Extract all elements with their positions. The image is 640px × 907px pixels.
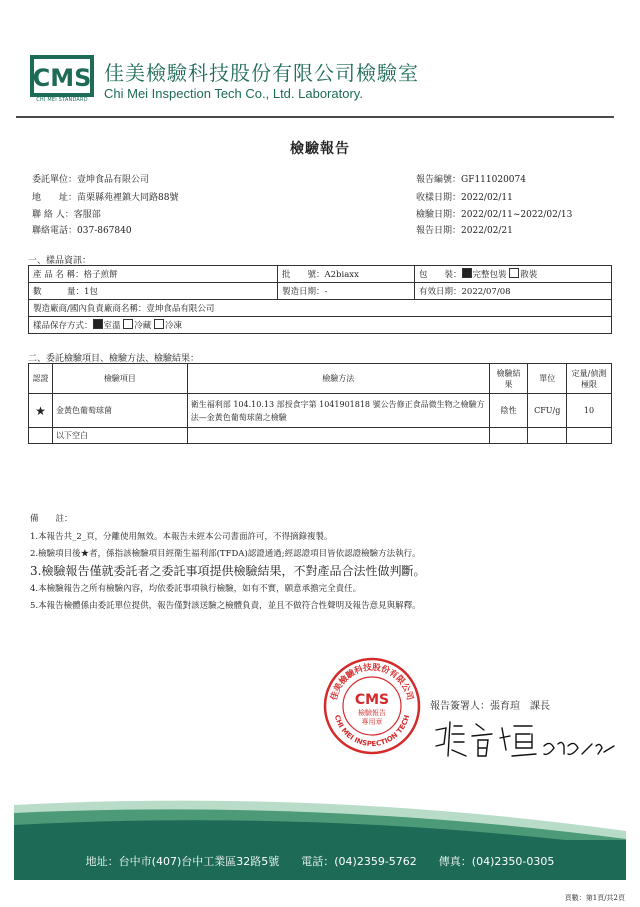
note-5: 5.本報告檢體係由委託單位提供，報告僅對該送驗之檢體負責，並且不做符合性聲明及報告意見與解釋。 bbox=[30, 601, 421, 611]
sample-section-title: 一、樣品資訊： bbox=[28, 256, 92, 266]
company-logo bbox=[30, 55, 94, 97]
company-name-zh: 佳美檢驗科技股份有限公司檢驗室 bbox=[104, 61, 419, 85]
client-phone: 聯絡電話：037-867840 bbox=[32, 226, 132, 236]
test-item: 金黃色葡萄球菌 bbox=[53, 394, 188, 428]
sample-batch-cell: 批 號：A2biaxx bbox=[278, 266, 415, 283]
checkbox-checked bbox=[93, 319, 103, 329]
sample-mfg-cell: 製造日期：- bbox=[278, 283, 415, 300]
checkbox-unchecked bbox=[154, 319, 164, 329]
sample-maker-cell: 製造廠商/國內負責廠商名稱：壹坤食品有限公司 bbox=[29, 300, 612, 317]
page-number: 頁數：第1頁/共2頁 bbox=[564, 894, 625, 902]
checkbox-checked bbox=[462, 268, 472, 278]
header-method: 檢驗方法 bbox=[187, 364, 489, 394]
svg-text:CHI MEI INSPECTION TECH: CHI MEI INSPECTION TECH bbox=[332, 714, 412, 749]
sample-storage-cell: 樣品保存方式： 室溫 冷藏 冷凍 bbox=[29, 317, 612, 334]
svg-text:專用章: 專用章 bbox=[361, 718, 383, 726]
report-date: 報告日期：2022/02/21 bbox=[416, 226, 513, 236]
note-3: 3.檢驗報告僅就委託者之委託事項提供檢驗結果，不對產品合法性做判斷。 bbox=[30, 564, 426, 578]
test-method: 衛生福利部 104.10.13 部授食字第 1041901818 號公告修正食品微生物之檢驗方法—金黃色葡萄球菌之檢驗 bbox=[187, 394, 489, 428]
report-number: 報告編號：GF111020074 bbox=[416, 175, 526, 185]
note-4: 4.本檢驗報告之所有檢驗內容，均依委託事項執行檢驗，如有不實，願意承擔完全責任。 bbox=[30, 584, 362, 594]
blank-note: 以下空白 bbox=[53, 428, 188, 444]
footer-address: 地址：台中市(407)台中工業區32路5號 電話：(04)2359-5762 傳真：(04)2350-0305 bbox=[85, 855, 555, 868]
logo-subtitle: CHI MEI STANDARD bbox=[36, 97, 88, 103]
cert-star: ★ bbox=[29, 394, 53, 428]
test-unit: CFU/g bbox=[528, 394, 567, 428]
company-name-en: Chi Mei Inspection Tech Co., Ltd. Laboratory. bbox=[104, 86, 363, 101]
svg-text:CMS: CMS bbox=[32, 64, 92, 92]
test-date: 檢驗日期：2022/02/11~2022/02/13 bbox=[416, 210, 573, 220]
header-limit: 定量/偵測極限 bbox=[567, 364, 612, 394]
report-title: 檢驗報告 bbox=[290, 141, 350, 157]
svg-text:佳美檢驗科技股份有限公司: 佳美檢驗科技股份有限公司 bbox=[329, 662, 415, 702]
test-limit: 10 bbox=[567, 394, 612, 428]
receive-date: 收樣日期：2022/02/11 bbox=[416, 193, 513, 203]
results-table bbox=[28, 363, 612, 444]
client-unit: 委託單位：壹坤食品有限公司 bbox=[32, 175, 150, 185]
header-result: 檢驗結果 bbox=[489, 364, 528, 394]
sample-info-table bbox=[28, 265, 612, 334]
report-signer: 報告簽署人：張育瑄 課長 bbox=[430, 701, 550, 712]
client-contact: 聯 絡 人：客服部 bbox=[32, 210, 101, 220]
test-result: 陰性 bbox=[489, 394, 528, 428]
inspection-stamp bbox=[322, 656, 422, 756]
note-1: 1.本報告共_2_頁，分離使用無效。本報告未經本公司書面許可，不得摘錄複製。 bbox=[30, 532, 333, 542]
results-section-title: 二、委託檢驗項目、檢驗方法、檢驗結果： bbox=[28, 354, 200, 364]
client-address: 地 址：苗栗縣苑裡鎮大同路88號 bbox=[32, 193, 179, 203]
header-item: 檢驗項目 bbox=[53, 364, 188, 394]
sample-name-cell: 產 品 名 稱：格子煎餅 bbox=[29, 266, 278, 283]
checkbox-unchecked bbox=[509, 268, 519, 278]
table-row bbox=[29, 394, 612, 428]
notes-label: 備 註： bbox=[30, 514, 73, 524]
checkbox-unchecked bbox=[123, 319, 133, 329]
svg-text:CMS: CMS bbox=[354, 692, 390, 708]
sample-pack-cell: 包 裝： 完整包裝 散裝 bbox=[415, 266, 612, 283]
note-2: 2.檢驗項目後★者，係指該檢驗項目經衛生福利部(TFDA)認證通過;經認證項目皆依認證檢驗方法執行。 bbox=[30, 549, 421, 559]
header-cert: 認證 bbox=[29, 364, 53, 394]
sample-qty-cell: 數 量：1包 bbox=[29, 283, 278, 300]
svg-text:檢驗報告: 檢驗報告 bbox=[358, 709, 386, 717]
handwritten-signature bbox=[432, 716, 617, 766]
sample-exp-cell: 有效日期：2022/07/08 bbox=[415, 283, 612, 300]
header-divider bbox=[16, 116, 614, 118]
header-unit: 單位 bbox=[528, 364, 567, 394]
